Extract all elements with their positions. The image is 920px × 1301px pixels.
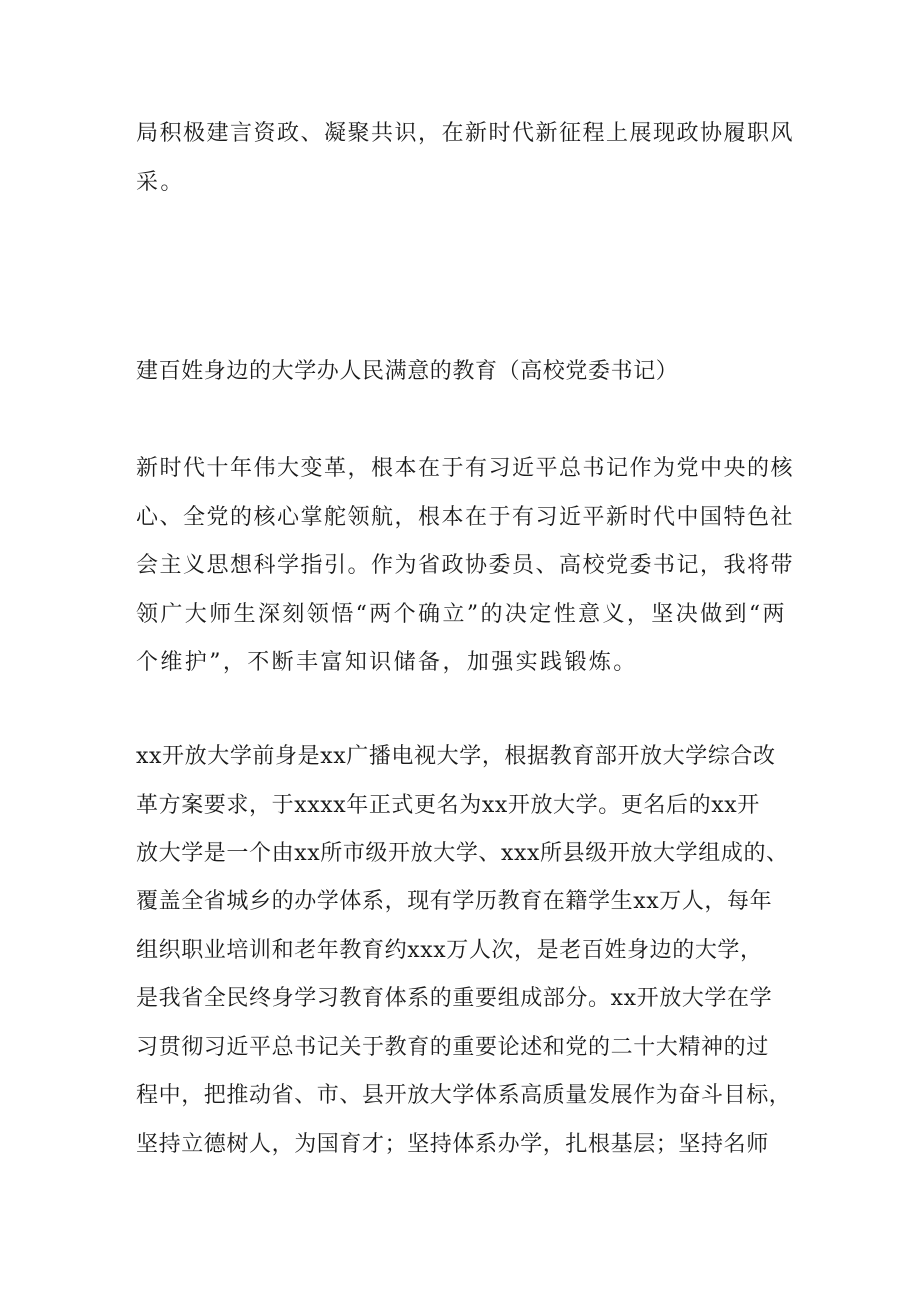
paragraph-line: xx开放大学前身是xx广播电视大学，根据教育部开放大学综合改	[136, 744, 776, 769]
text-line: 局积极建言资政、凝聚共识，在新时代新征程上展现政协履职风	[136, 121, 795, 146]
paragraph-line: 是我省全民终身学习教育体系的重要组成部分。xx开放大学在学	[136, 986, 773, 1011]
paragraph-line: 个维护”，不断丰富知识储备，加强实践锻炼。	[136, 650, 638, 675]
text-line: 采。	[136, 170, 185, 195]
paragraph-line: 会主义思想科学指引。作为省政协委员、高校党委书记，我将带	[136, 553, 795, 578]
section-heading: 建百姓身边的大学办人民满意的教育（高校党委书记）	[136, 359, 679, 384]
paragraph-line: 习贯彻习近平总书记关于教育的重要论述和党的二十大精神的过	[136, 1035, 769, 1060]
paragraph-line: 坚持立德树人，为国育才；坚持体系办学，扎根基层；坚持名师	[136, 1132, 769, 1157]
paragraph-line: 程中，把推动省、市、县开放大学体系高质量发展作为奋斗目标，	[136, 1083, 792, 1108]
paragraph-line: 新时代十年伟大变革，根本在于有习近平总书记作为党中央的核	[136, 456, 795, 481]
paragraph-line: 组织职业培训和老年教育约xxx万人次，是老百姓身边的大学，	[136, 938, 763, 963]
paragraph-line: 覆盖全省城乡的办学体系，现有学历教育在籍学生xx万人，每年	[136, 889, 773, 914]
paragraph-line: 心、全党的核心掌舵领航，根本在于有习近平新时代中国特色社	[136, 505, 795, 530]
paragraph-line: 革方案要求，于xxxx年正式更名为xx开放大学。更名后的xx开	[136, 793, 760, 818]
paragraph-line: 放大学是一个由xx所市级开放大学、xxx所县级开放大学组成的、	[136, 841, 789, 866]
paragraph-line: 领广大师生深刻领悟“两个确立”的决定性意义，坚决做到“两	[136, 602, 787, 627]
